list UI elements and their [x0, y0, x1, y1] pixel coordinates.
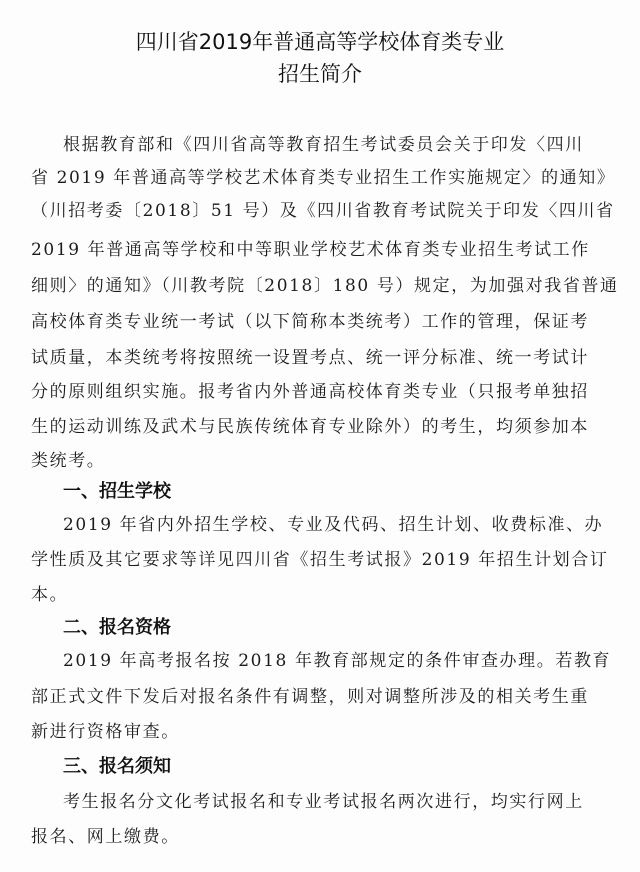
intro-line: 分的原则组织实施。报考省内外普通高校体育类专业（只报考单独招 — [31, 382, 589, 402]
intro-line: 高校体育类专业统一考试（以下简称本类统考）工作的管理，保证考 — [31, 312, 589, 332]
intro-line: 省 2019 年普通高等学校艺术体育类专业招生工作实施规定〉的通知》 — [31, 168, 616, 188]
document-title-line-2: 招生简介 — [278, 62, 362, 86]
intro-line: 2019 年普通高等学校和中等职业学校艺术体育类专业招生考试工作 — [31, 240, 590, 260]
intro-line: 生的运动训练及武术与民族传统体育专业除外）的考生，均须参加本 — [31, 417, 589, 437]
intro-line: 类统考。 — [31, 451, 106, 471]
intro-line: 根据教育部和《四川省高等教育招生考试委员会关于印发〈四川 — [63, 135, 584, 155]
section-line: 2019 年省内外招生学校、专业及代码、招生计划、收费标准、办 — [63, 515, 604, 535]
document-title-line-1: 四川省2019年普通高等学校体育类专业 — [135, 30, 505, 54]
section-heading-eligibility: 二、报名资格 — [63, 617, 171, 638]
section-line: 新进行资格审查。 — [31, 722, 180, 742]
intro-line: 试质量，本类统考将按照统一设置考点、统一评分标准、统一考试计 — [31, 348, 589, 368]
section-heading-registration-notes: 三、报名须知 — [63, 756, 171, 777]
section-line: 学性质及其它要求等详见四川省《招生考试报》2019 年招生计划合订 — [31, 550, 609, 570]
intro-line: （川招考委〔2018〕51 号）及《四川省教育考试院关于印发〈四川省 — [31, 201, 615, 221]
section-line: 2019 年高考报名按 2018 年教育部规定的条件审查办理。若教育 — [63, 651, 612, 671]
section-line: 本。 — [31, 585, 69, 605]
section-line: 部正式文件下发后对报名条件有调整，则对调整所涉及的相关考生重 — [31, 687, 589, 707]
section-line: 考生报名分文化考试报名和专业考试报名两次进行，均实行网上 — [63, 792, 584, 812]
section-heading-schools: 一、招生学校 — [63, 481, 171, 502]
intro-line: 细则〉的通知》（川教考院〔2018〕180 号）规定，为加强对我省普通 — [31, 276, 619, 296]
section-line: 报名、网上缴费。 — [31, 827, 180, 847]
